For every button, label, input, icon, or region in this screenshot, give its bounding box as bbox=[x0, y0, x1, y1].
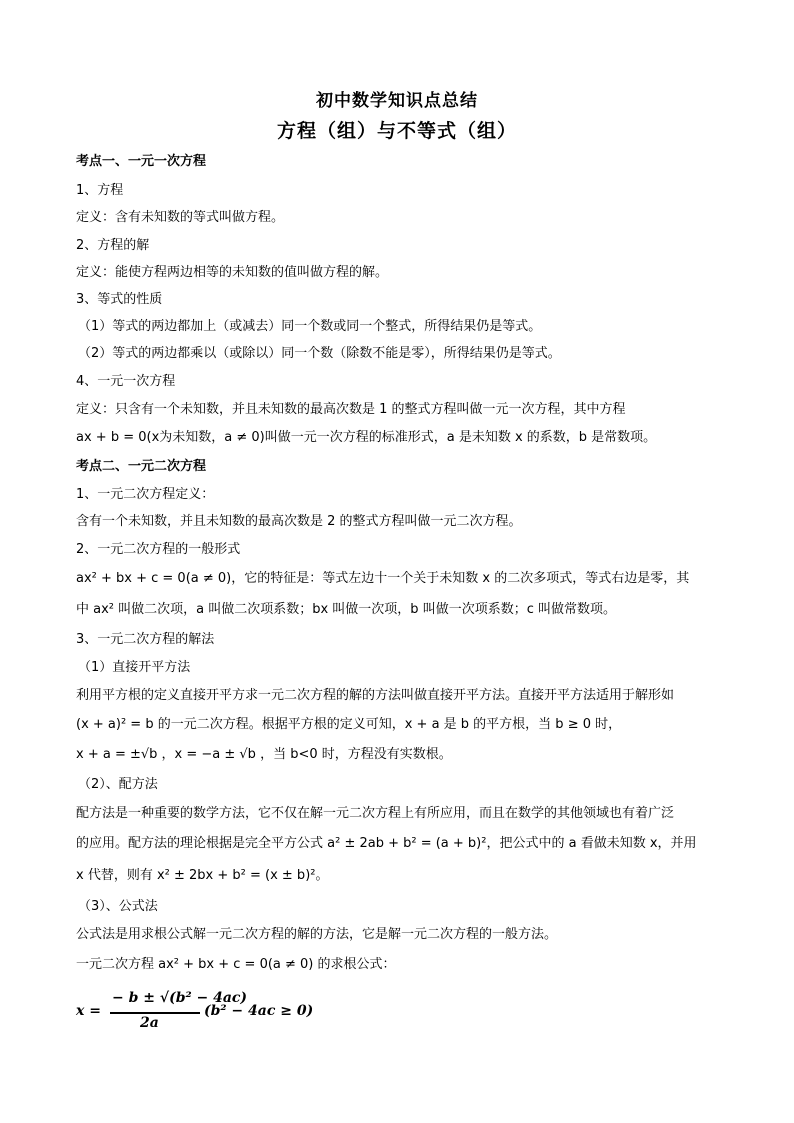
paragraph: 定义：能使方程两边相等的未知数的值叫做方程的解。 bbox=[76, 265, 389, 280]
section-heading: 考点二、一元二次方程 bbox=[76, 459, 207, 474]
paragraph: 公式法是用求根公式解一元二次方程的解的方法，它是解一元二次方程的一般方法。 bbox=[76, 927, 558, 942]
paragraph: （2）等式的两边都乘以（或除以）同一个数（除数不能是零），所得结果仍是等式。 bbox=[78, 346, 561, 361]
subheading: 4、一元一次方程 bbox=[76, 374, 176, 389]
document-title: 初中数学知识点总结 bbox=[316, 91, 478, 111]
paragraph-with-formula: x 代替，则有 x² ± 2bx + b² = (x ± b)²。 bbox=[76, 868, 329, 883]
paragraph: 含有一个未知数，并且未知数的最高次数是 2 的整式方程叫做一元二次方程。 bbox=[76, 514, 522, 529]
subheading: （2）、配方法 bbox=[78, 777, 158, 792]
paragraph-with-formula: ax² + bx + c = 0(a ≠ 0)，它的特征是：等式左边十一个关于未知数 x 的二次多项式，等式右边是零，其 bbox=[76, 571, 690, 586]
subheading: 1、一元二次方程定义： bbox=[76, 487, 215, 502]
subheading: 3、一元二次方程的解法 bbox=[76, 632, 215, 647]
quadratic-formula bbox=[76, 990, 376, 1036]
paragraph: （1）等式的两边都加上（或减去）同一个数或同一个整式，所得结果仍是等式。 bbox=[78, 319, 542, 334]
formula-numerator: − b ± √(b² − 4ac) bbox=[112, 990, 248, 1006]
paragraph-with-formula: (x + a)² = b 的一元二次方程。根据平方根的定义可知，x + a 是 b 的平方根，当 b ≥ 0 时， bbox=[76, 717, 622, 732]
paragraph-with-formula: x + a = ±√b ，x = −a ± √b ，当 b<0 时，方程没有实数根。 bbox=[76, 747, 452, 762]
section-heading: 考点一、一元一次方程 bbox=[76, 154, 207, 169]
subheading: 2、一元二次方程的一般形式 bbox=[76, 542, 241, 557]
paragraph: 定义：含有未知数的等式叫做方程。 bbox=[76, 210, 285, 225]
paragraph-with-formula: 的应用。配方法的理论根据是完全平方公式 a² ± 2ab + b² = (a + b)²，把公式中的 a 看做未知数 x，并用 bbox=[76, 836, 697, 851]
formula-lhs: x = bbox=[76, 1003, 101, 1019]
paragraph: 利用平方根的定义直接开平方求一元二次方程的解的方法叫做直接开平方法。直接开平方法适用于解形如 bbox=[76, 688, 675, 703]
fraction-bar bbox=[110, 1012, 200, 1014]
subheading: （3）、公式法 bbox=[78, 899, 158, 914]
subheading: 2、方程的解 bbox=[76, 238, 150, 253]
paragraph: 定义：只含有一个未知数，并且未知数的最高次数是 1 的整式方程叫做一元一次方程，其中方程 bbox=[76, 402, 626, 417]
formula-condition: (b² − 4ac ≥ 0) bbox=[204, 1003, 314, 1019]
formula-denominator: 2a bbox=[140, 1015, 159, 1031]
document-subtitle: 方程（组）与不等式（组） bbox=[276, 120, 517, 142]
subheading: 1、方程 bbox=[76, 183, 124, 198]
subheading: 3、等式的性质 bbox=[76, 292, 163, 307]
paragraph-with-formula: ax + b = 0(x为未知数，a ≠ 0)叫做一元一次方程的标准形式，a 是未知数 x 的系数，b 是常数项。 bbox=[76, 430, 657, 445]
paragraph-with-formula: 一元二次方程 ax² + bx + c = 0(a ≠ 0) 的求根公式： bbox=[76, 957, 396, 972]
paragraph-with-formula: 中 ax² 叫做二次项，a 叫做二次项系数；bx 叫做一次项，b 叫做一次项系数；c 叫做常数项。 bbox=[76, 602, 616, 617]
subheading: （1）直接开平方法 bbox=[78, 660, 191, 675]
paragraph: 配方法是一种重要的数学方法，它不仅在解一元二次方程上有所应用，而且在数学的其他领域也有着广泛 bbox=[76, 806, 675, 821]
